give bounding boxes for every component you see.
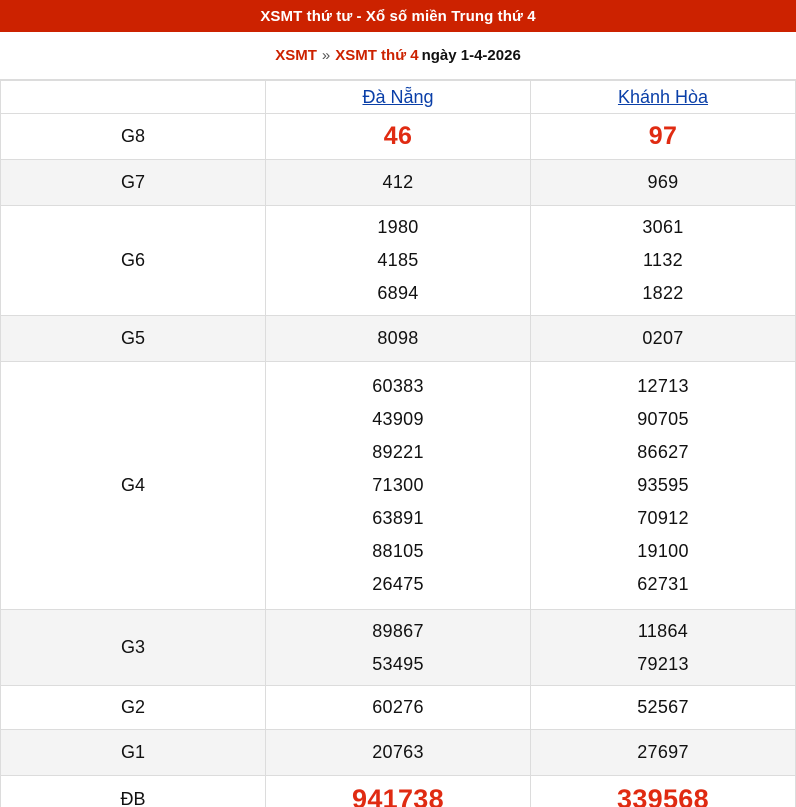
number: 97 (648, 122, 678, 150)
prize-values-g1-khanhhoa (531, 730, 796, 776)
number: 90705 (637, 409, 689, 429)
header-province-khanhhoa (531, 81, 796, 114)
number: 969 (647, 172, 679, 192)
prize-values-g4-danang (266, 362, 531, 610)
number: 11864 (637, 620, 689, 641)
number: 4185 (377, 250, 419, 270)
number: 71300 (372, 475, 424, 495)
prize-values-g2-danang (266, 686, 531, 730)
table-row (1, 206, 796, 316)
number: 79213 (637, 653, 689, 674)
prize-values-g7-khanhhoa (531, 160, 796, 206)
table-header-row (1, 81, 796, 114)
table-row (1, 610, 796, 686)
number: 27697 (637, 742, 689, 762)
number: 20763 (372, 742, 424, 762)
prize-values-g3-danang (266, 610, 531, 686)
breadcrumb-date: ngày 1-4-2026 (421, 47, 521, 64)
table-row (1, 114, 796, 160)
prize-values-g5-danang (266, 316, 531, 362)
number: 8098 (377, 328, 419, 348)
province-link-khanhhoa[interactable]: Khánh Hòa (617, 86, 709, 107)
number: 3061 (642, 217, 684, 237)
table-row (1, 316, 796, 362)
number: 70912 (637, 508, 689, 528)
number: 89867 (372, 620, 424, 641)
number: 43909 (372, 409, 424, 429)
breadcrumb-link-weekday[interactable]: XSMT thứ 4 (335, 47, 419, 64)
prize-label-g5: G5 (1, 316, 266, 362)
number: 19100 (637, 541, 689, 561)
header-empty-cell (1, 81, 266, 114)
prize-values-g6-danang (266, 206, 531, 316)
prize-label-g3: G3 (1, 610, 266, 686)
number: 88105 (372, 541, 424, 561)
number: 1822 (642, 283, 684, 303)
breadcrumb-link-home[interactable]: XSMT (275, 47, 317, 64)
number: 60383 (372, 376, 424, 396)
table-row (1, 730, 796, 776)
number: 63891 (372, 508, 424, 528)
number: 53495 (372, 653, 424, 674)
page-title-bar (0, 0, 796, 32)
table-row (1, 776, 796, 807)
prize-label-g6: G6 (1, 206, 266, 316)
table-row (1, 160, 796, 206)
prize-values-g6-khanhhoa (531, 206, 796, 316)
prize-label-g2: G2 (1, 686, 266, 730)
province-link-danang[interactable]: Đà Nẵng (362, 86, 434, 107)
prize-label-g1: G1 (1, 730, 266, 776)
prize-label-g7: G7 (1, 160, 266, 206)
number: 941738 (352, 784, 444, 807)
breadcrumb-separator: » (321, 47, 331, 64)
number: 93595 (637, 475, 689, 495)
prize-label-g4: G4 (1, 362, 266, 610)
prize-label-g8: G8 (1, 114, 266, 160)
number: 6894 (377, 283, 419, 303)
prize-values-db-danang (266, 776, 531, 807)
prize-values-g2-khanhhoa (531, 686, 796, 730)
number: 60276 (372, 697, 424, 717)
page-title: XSMT thứ tư - Xổ số miền Trung thứ 4 (260, 7, 536, 25)
number: 339568 (617, 784, 709, 807)
breadcrumb (0, 32, 796, 80)
number: 52567 (637, 697, 689, 717)
table-row (1, 362, 796, 610)
number: 1980 (377, 217, 419, 237)
prize-values-g7-danang (266, 160, 531, 206)
lottery-results-table (0, 80, 796, 807)
number: 12713 (637, 376, 689, 396)
prize-values-g1-danang (266, 730, 531, 776)
number: 412 (382, 172, 414, 192)
number: 0207 (642, 328, 684, 348)
number: 1132 (643, 250, 683, 270)
prize-values-db-khanhhoa (531, 776, 796, 807)
prize-values-g4-khanhhoa (531, 362, 796, 610)
prize-values-g8-danang (266, 114, 531, 160)
number: 89221 (372, 442, 424, 462)
prize-values-g5-khanhhoa (531, 316, 796, 362)
number: 62731 (637, 574, 689, 594)
table-row (1, 686, 796, 730)
header-province-danang (266, 81, 531, 114)
prize-values-g8-khanhhoa (531, 114, 796, 160)
prize-values-g3-khanhhoa (531, 610, 796, 686)
prize-label-db: ĐB (1, 776, 266, 807)
number: 46 (383, 122, 413, 150)
number: 26475 (372, 574, 424, 594)
number: 86627 (637, 442, 689, 462)
